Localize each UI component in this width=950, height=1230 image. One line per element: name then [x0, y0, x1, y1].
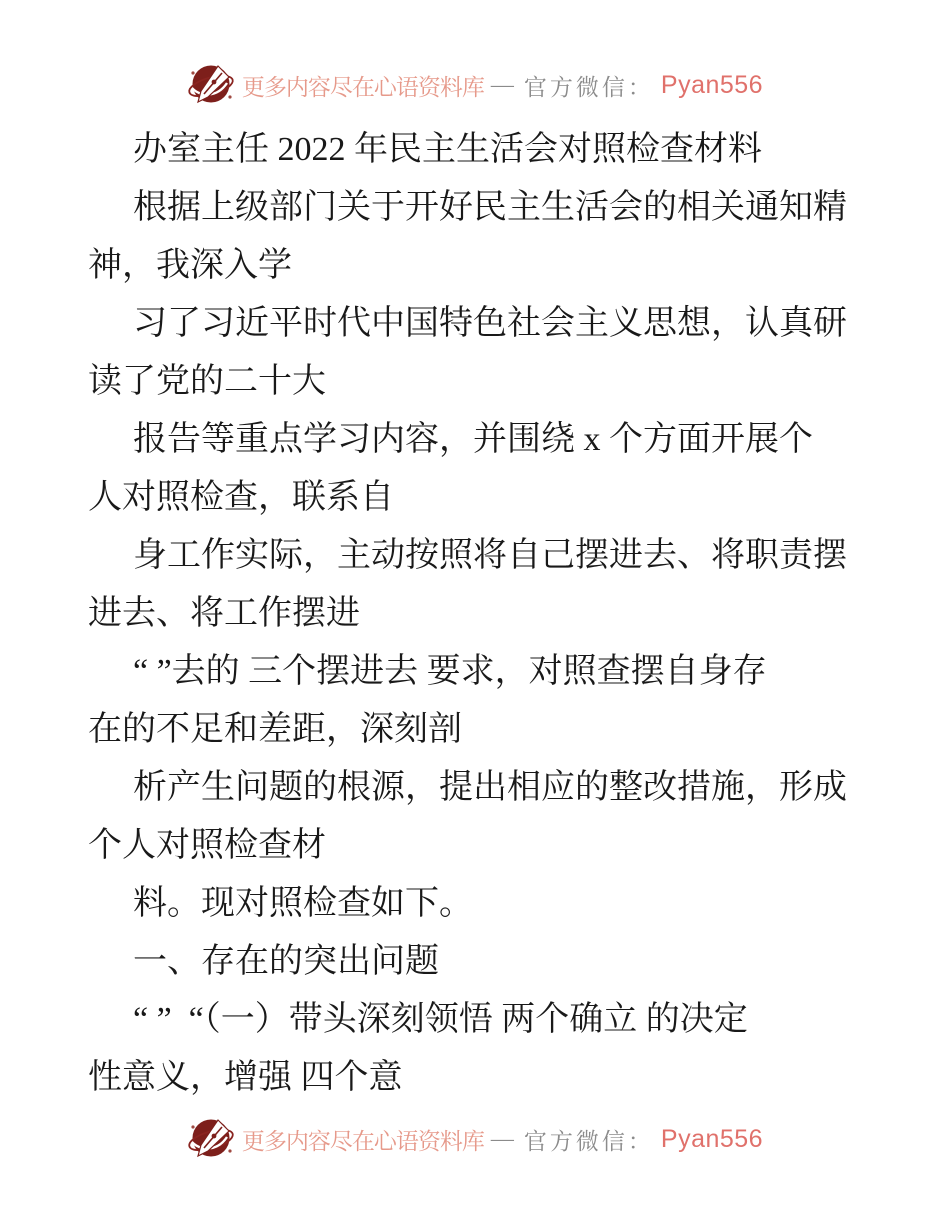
brand-separator: — — [490, 72, 517, 97]
doc-text-line: “ ” “（一）带头深刻领悟 两个确立 的决定 — [133, 1001, 748, 1038]
brand-wechat-label: 官方微信： — [523, 74, 654, 100]
doc-text-line: 身工作实际，主动按照将自己摆进去、将职责摆 — [133, 537, 847, 574]
brand-tagline: 更多内容尽在心语资料库 — [241, 1128, 484, 1154]
doc-text-line: 性意义，增强 四个意 — [88, 1059, 403, 1096]
brand-header — [0, 60, 950, 110]
doc-text-line: 个人对照检查材 — [88, 827, 326, 864]
doc-text-line: 析产生问题的根源，提出相应的整改措施，形成 — [133, 769, 847, 806]
brand-tagline: 更多内容尽在心语资料库 — [241, 74, 484, 100]
brand-wechat-id: Pyan556 — [660, 70, 764, 99]
doc-text-line: 神，我深入学 — [88, 247, 292, 284]
doc-text-line: 在的不足和差距，深刻剖 — [88, 711, 462, 748]
doc-text-line: 料。现对照检查如下。 — [133, 885, 473, 922]
doc-text-line: 根据上级部门关于开好民主生活会的相关通知精 — [133, 189, 847, 226]
doc-text-line: “ ”去的 三个摆进去 要求，对照查摆自身存 — [133, 653, 767, 690]
doc-text-line: 习了习近平时代中国特色社会主义思想，认真研 — [133, 305, 847, 342]
doc-text-line: 进去、将工作摆进 — [88, 595, 360, 632]
pen-nib-orbit-logo-icon — [187, 60, 235, 110]
doc-text-line: 报告等重点学习内容，并围绕 x 个方面开展个 — [133, 421, 813, 458]
doc-text-line: 读了党的二十大 — [88, 363, 326, 400]
document-title: 办室主任 2022 年民主生活会对照检查材料 — [133, 131, 762, 168]
doc-text-line: 一、存在的突出问题 — [133, 943, 439, 980]
document-page — [88, 121, 910, 1107]
brand-wechat-id: Pyan556 — [660, 1124, 764, 1153]
doc-text-line: 人对照检查，联系自 — [88, 479, 394, 516]
brand-footer — [0, 1114, 950, 1164]
pen-nib-orbit-logo-icon — [187, 1114, 235, 1164]
brand-separator: — — [490, 1126, 517, 1151]
brand-wechat-label: 官方微信： — [523, 1128, 654, 1154]
